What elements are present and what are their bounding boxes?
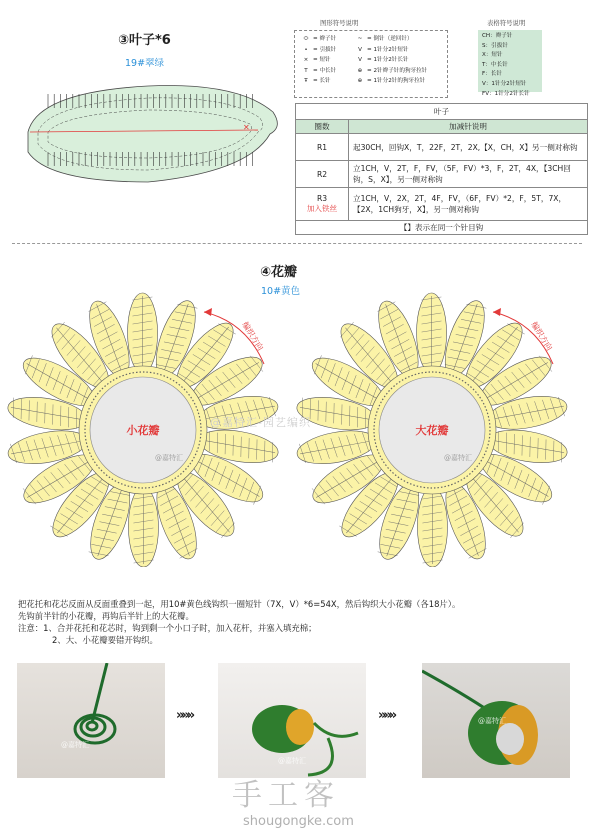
photo-watermark: @嘉特汇 [278, 757, 306, 765]
stitch-symbol-icon: V [358, 46, 362, 53]
petal [417, 487, 447, 567]
stitch-symbol-icon: ⊕ [357, 67, 363, 74]
direction-label: 编织方向 [529, 320, 554, 353]
round-cell: R1 [296, 134, 349, 161]
petal [127, 293, 157, 373]
symbol-legend-label: = 倒针（逆回针） [367, 36, 413, 42]
instruction-line: 先钩前半针的小花瓣，再钩后半针上的大花瓣。 [18, 611, 194, 621]
abbr-legend-row: F：长针 [482, 71, 502, 78]
center-label: 小花瓣 [126, 424, 160, 437]
instruction-line: 把花托和花芯反面从反面重叠到一起，用10#黄色线钩织一圈短针（7X，V）*6=54X，然后钩织大小花瓣（各18片）。 [18, 599, 461, 609]
site-url: shougongke.com [243, 814, 354, 829]
leaf-chart-diagram [8, 72, 286, 206]
symbol-legend-row [353, 66, 427, 77]
abbr-legend-row: V：1针分2针短针 [482, 80, 527, 87]
svg-text:✕: ✕ [243, 123, 250, 132]
step-photo-1 [17, 663, 165, 778]
leaf-pattern-table [295, 103, 588, 235]
petal-color-note: 10#黄色 [261, 286, 301, 297]
symbol-legend-label: = 1针分2针长针 [367, 57, 409, 63]
diagram-watermark: @嘉特汇 [155, 454, 183, 462]
petal [128, 487, 158, 567]
table-row [296, 134, 588, 161]
round-cell: R3 加入铁丝 [296, 188, 349, 221]
round-cell: R2 [296, 161, 349, 188]
instruction-line: 注意：1、合并花托和花芯时，钩到剩一个小口子时，加入花杆，并塞入填充棉； [18, 623, 317, 633]
section-divider [12, 243, 582, 244]
stitch-symbol-icon: × [303, 57, 309, 63]
symbol-legend-label: = 长针 [313, 78, 331, 84]
abbr-legend-row: T：中长针 [482, 61, 508, 68]
photo-watermark: @嘉特汇 [478, 717, 506, 725]
symbol-legend [294, 30, 448, 98]
symbol-legend-row [299, 66, 336, 77]
table-header-round: 圈数 [296, 120, 349, 134]
symbol-legend-label: = 引拔针 [313, 46, 337, 53]
step-arrow: »»» [378, 708, 395, 723]
stitch-symbol-icon: ⊕ [357, 78, 363, 84]
large-petal-diagram [295, 292, 570, 567]
step-arrow: »»» [176, 708, 193, 723]
leaf-section-title: ③叶子*6 [118, 33, 171, 48]
abbr-legend-row: CH：辫子针 [482, 33, 513, 39]
stitch-symbol-icon: T [304, 67, 308, 74]
add-wire-note: 加入铁丝 [306, 204, 338, 213]
leaf-color-note: 19#翠绿 [125, 58, 165, 69]
center-label: 大花瓣 [415, 424, 449, 437]
symbol-legend-title: 图形符号说明 [320, 19, 359, 27]
table-caption: 叶子 [296, 104, 588, 120]
stitch-symbol-icon: Ŧ [304, 78, 308, 84]
photo-watermark: @嘉特汇 [61, 741, 89, 749]
petal [416, 293, 446, 373]
watermark-text: @嘉特汇-园艺编织 [210, 416, 311, 429]
symbol-legend-label: = 辫子针 [313, 36, 337, 42]
table-row [296, 161, 588, 188]
symbol-legend-row [353, 45, 427, 56]
petal-section-title: ④花瓣 [260, 265, 298, 280]
symbol-legend-row [299, 55, 336, 66]
table-header-desc: 加减针说明 [349, 120, 588, 134]
stitch-symbol-icon: V [358, 57, 362, 63]
direction-label: 编织方向 [240, 320, 265, 353]
desc-cell: 立1CH，V，2T，F，FV，（5F，FV）*3，F，2T，4X，【3CH回钩，S，X】，另一侧对称钩 [349, 161, 588, 188]
instructions-block [18, 598, 588, 646]
step-photo-3 [422, 663, 570, 778]
site-watermark: 手工客 [232, 778, 340, 813]
abbr-legend-title: 表格符号说明 [487, 19, 526, 27]
symbol-legend-label: = 1针分2针的狗牙拉针 [367, 78, 426, 84]
symbol-legend-row [353, 55, 427, 66]
diagram-watermark: @嘉特汇 [444, 454, 472, 462]
table-row [296, 188, 588, 221]
symbol-legend-row [353, 76, 427, 87]
symbol-legend-label: = 1针分2针短针 [367, 46, 409, 53]
stitch-symbol-icon: ⬭ [303, 36, 309, 42]
stitch-symbol-icon: • [304, 46, 308, 53]
table-note: 【】表示在同一个针目钩 [296, 221, 588, 235]
desc-cell: 起30CH，回钩X，T，22F，2T，2X,【X，CH，X】另一侧对称钩 [349, 134, 588, 161]
stitch-symbol-icon: ~ [357, 36, 363, 42]
abbr-legend-row: FV：1针分2针长针 [482, 90, 530, 97]
symbol-legend-label: = 短针 [313, 57, 331, 63]
symbol-legend-label: = 2针辫子针的狗牙拉针 [367, 67, 428, 74]
symbol-legend-label: = 中长针 [313, 67, 337, 74]
abbr-legend [478, 30, 542, 97]
step-photo-2 [218, 663, 366, 778]
abbr-legend-row: S：引拔针 [482, 42, 508, 49]
abbr-legend-row: X：短针 [482, 52, 503, 59]
instruction-line: 2、大、小花瓣要错开钩织。 [52, 635, 158, 645]
symbol-legend-row [353, 34, 427, 45]
symbol-legend-row [299, 45, 336, 56]
desc-cell: 立1CH，V，2X，2T，4F，FV，（6F，FV）*2，F，5T，7X，【2X，1CH狗牙，X】，另一侧对称钩 [349, 188, 588, 221]
symbol-legend-row [299, 34, 336, 45]
symbol-legend-row [299, 76, 336, 87]
